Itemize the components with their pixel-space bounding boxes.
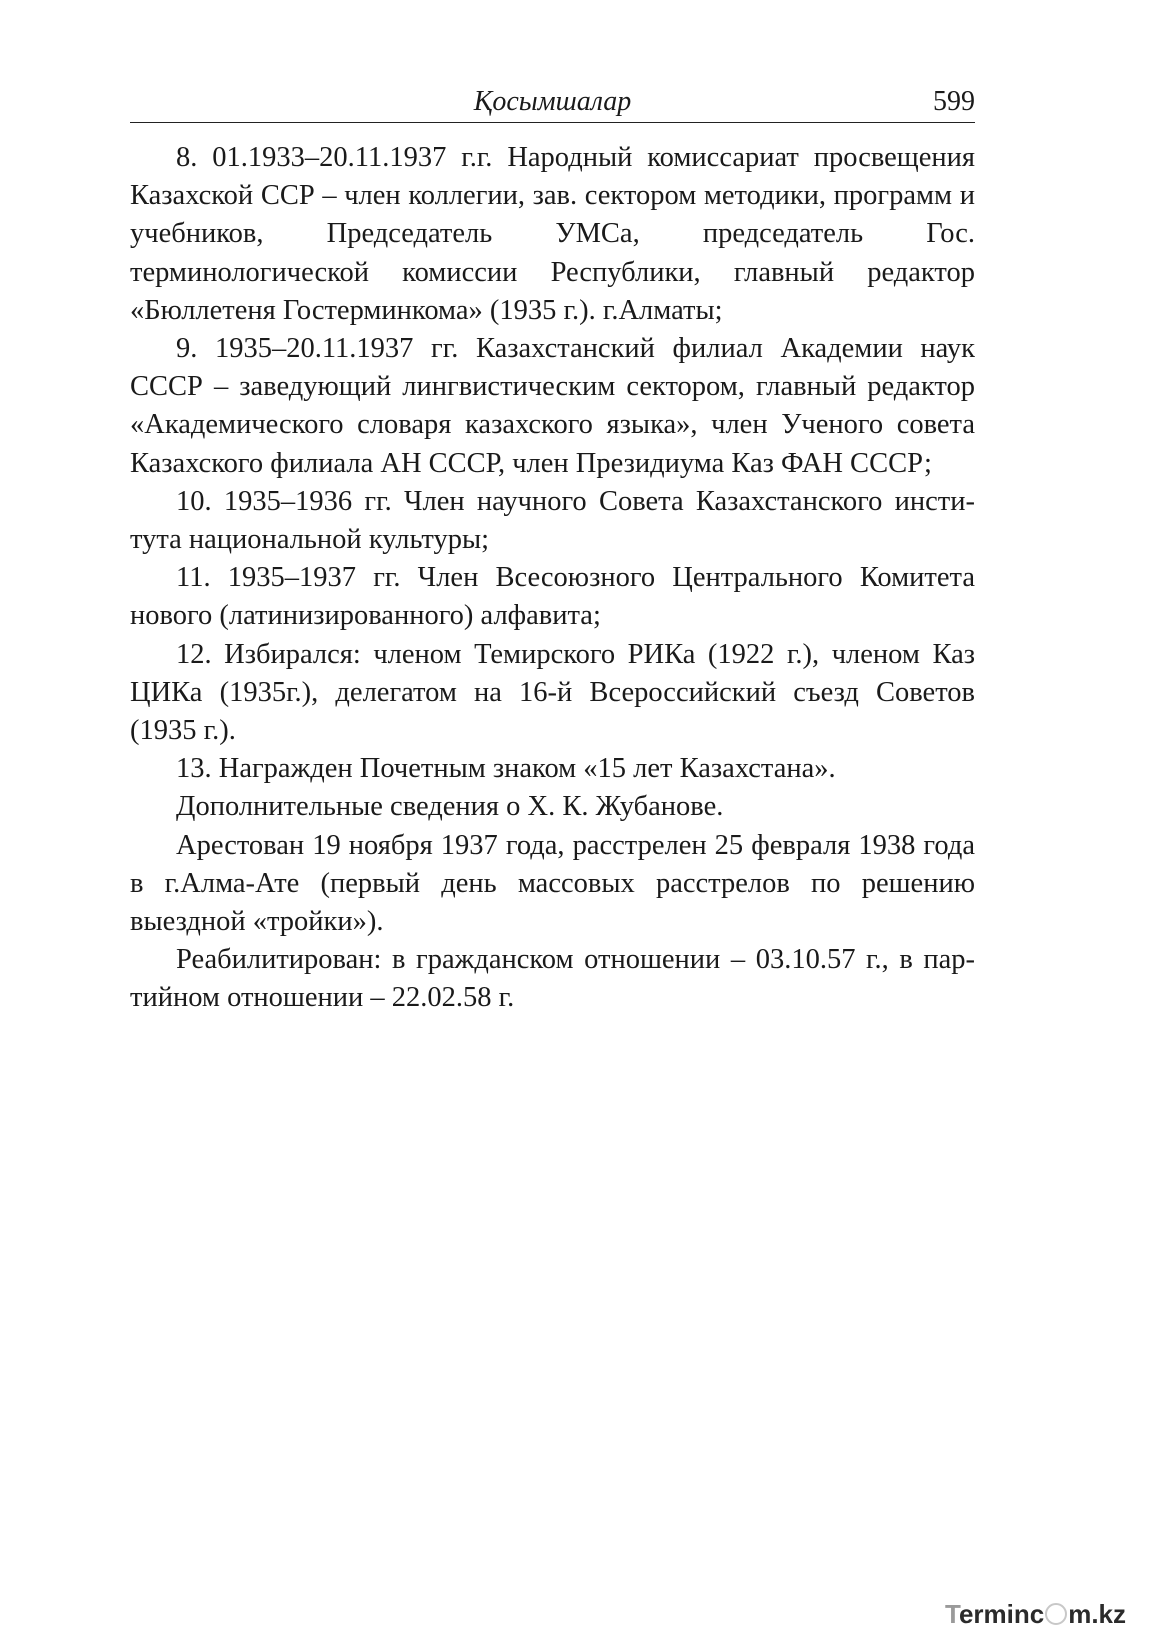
body-text (130, 139, 975, 1018)
paragraph-item-13: 13. Награжден Почетным знаком «15 лет Казахстана». (176, 753, 836, 785)
watermark-text-start: erminc (958, 1599, 1045, 1629)
watermark-text-end: m.kz (1068, 1599, 1127, 1629)
paragraph-rehabilitation: Реабилитирован: в гражданском отношении – 03.10.57 г., в партийном отношении – 22.02.58 г. (130, 944, 975, 1014)
paragraph-item-11: 11. 1935–1937 гг. Член Всесоюзного Центрального Комитета нового (латинизированного) алфавита; (130, 562, 975, 632)
paragraph-item-9: 9. 1935–20.11.1937 гг. Казахстанский филиал Академии наук СССР – заведующий лингвистическим сектором, главный редактор «Академического словаря казахского языка», член Ученого совета Казахского филиала АН СССР, член Президиума Каз ФАН СССР; (130, 333, 975, 479)
magnifier-icon (1045, 1603, 1067, 1625)
paragraph-item-12: 12. Избирался: членом Темирского РИКа (1922 г.), членом Каз ЦИКа (1935г.), делегатом на 16-й Всероссийский съезд Советов (1935 г.). (130, 638, 975, 747)
page-header (130, 84, 975, 123)
watermark-logo (945, 1594, 1145, 1634)
paragraph-arrest: Арестован 19 ноября 1937 года, расстрелен 25 февраля 1938 года в г.Алма-Ате (первый день массовых расстрелов по решению выездной «тройки»). (130, 829, 975, 938)
page-number: 599 (933, 86, 975, 117)
paragraph-item-8: 8. 01.1933–20.11.1937 г.г. Народный комиссариат просвещения Казахской ССР – член коллегии, зав. сектором методики, программ и учебников, Председатель УМСа, председатель Гос. терминологической комиссии Республики, главный редактор «Бюллетеня Гостерминкома» (1935 г.). г.Алматы; (130, 142, 975, 326)
watermark-prefix: T (945, 1599, 959, 1629)
paragraph-item-10: 10. 1935–1936 гг. Член научного Совета Казахстанского института национальной культуры; (130, 485, 975, 556)
running-title: Қосымшалар (473, 86, 632, 117)
paragraph-additional-info: Дополнительные сведения о Х. К. Жубанове. (176, 791, 724, 823)
